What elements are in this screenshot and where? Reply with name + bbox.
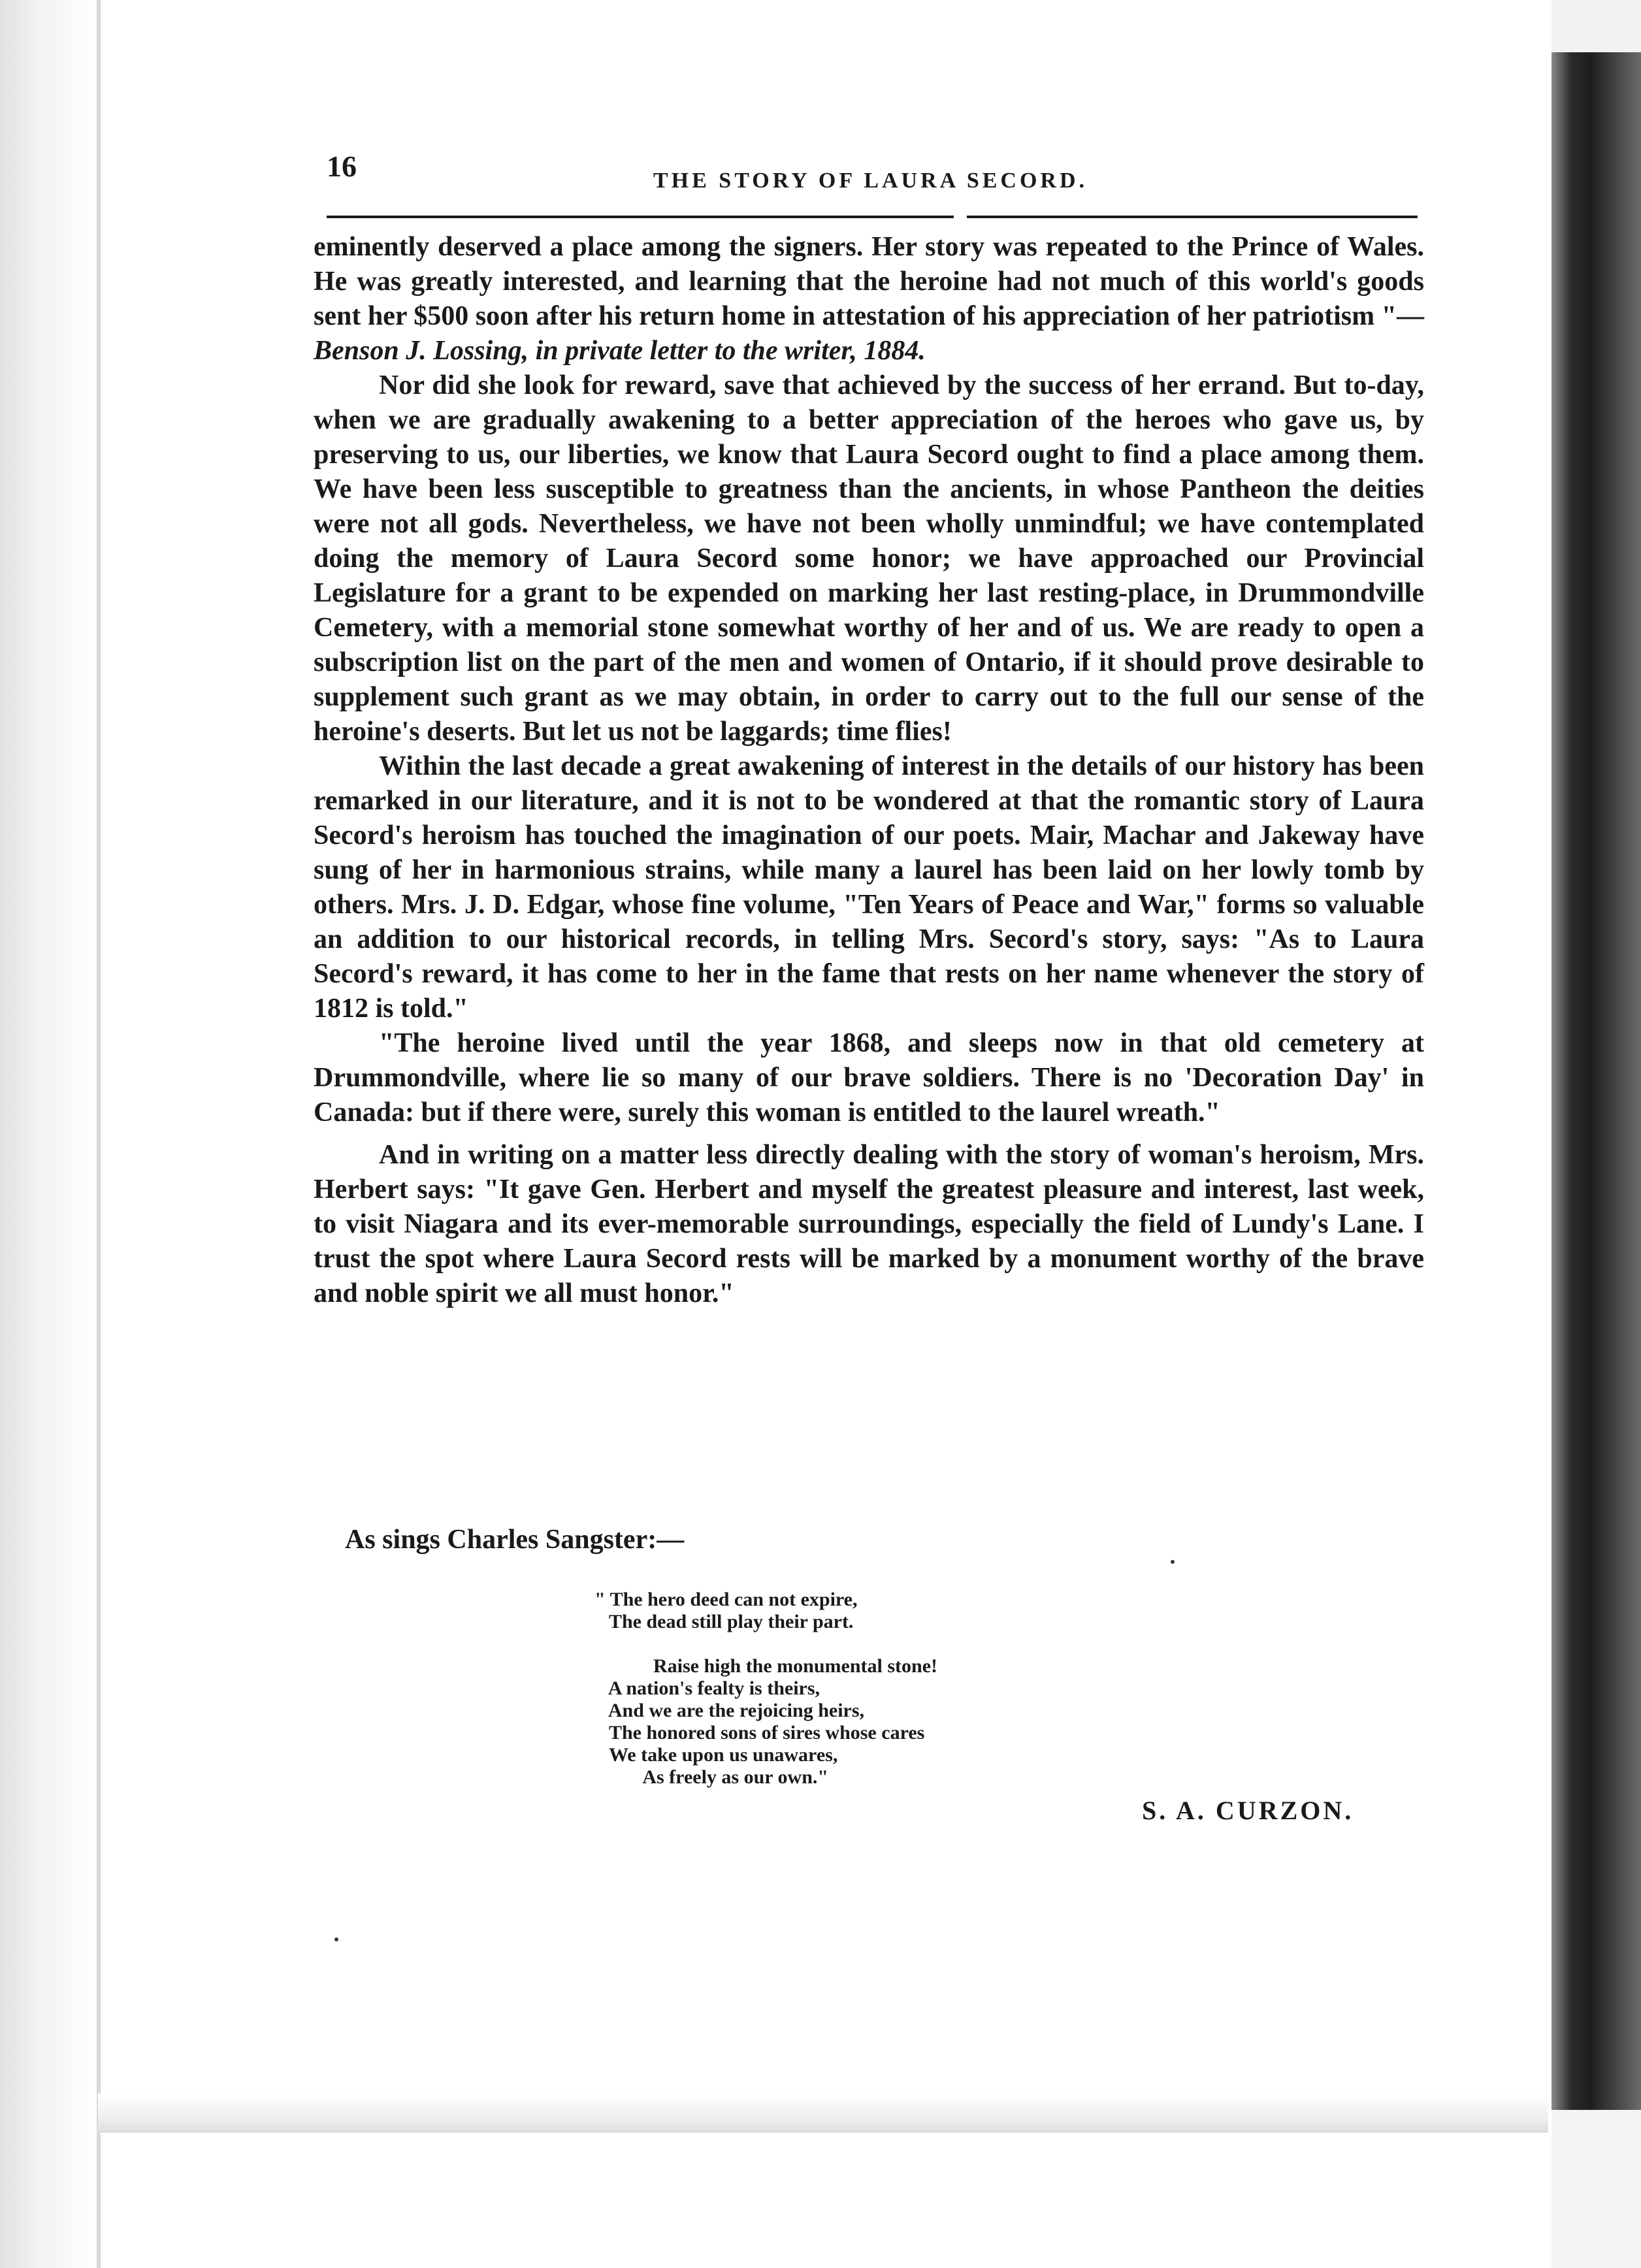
speck-mark [334,1937,338,1941]
header-rule-right [967,216,1418,218]
poem-line: A nation's fealty is theirs, [594,1677,820,1699]
paragraph-1-citation: Benson J. Lossing, in private letter to the writer, 1884. [314,336,926,366]
poem-line: Raise high the monumental stone! [594,1655,938,1677]
poem-line: We take upon us unawares, [594,1744,838,1766]
body-text [314,230,1424,1311]
paragraph-1 [314,230,1424,368]
page-bottom-shadow [98,2094,1548,2133]
paragraph-5: And in writing on a matter less directly dealing with the story of woman's heroism, Mrs. Herbert says: "It gave Gen. Herbert and myself the greatest pleasure and interest, last week, to visit Niagara and its ever-memorable surroundings, especially the field of Lundy's Lane. I trust the spot where Laura Secord rests will be marked by a monument worthy of the brave and noble spirit we all must honor." [314,1140,1424,1308]
page-number: 16 [327,150,357,183]
header-rule-left [327,216,954,218]
scan-right-edge [1552,0,1641,2268]
poem-line: The dead still play their part. [594,1611,854,1632]
poem-intro: As sings Charles Sangster:— [345,1525,685,1555]
paragraph-4: "The heroine lived until the year 1868, and sleeps now in that old cemetery at Drummondville, where lie so many of our brave soldiers. There is no 'Decoration Day' in Canada: but if there were, surely this woman is entitled to the laurel wreath." [314,1028,1424,1127]
speck-mark [1171,1560,1175,1564]
poem-stanza-gap [594,1633,937,1655]
paragraph-2: Nor did she look for reward, save that achieved by the success of her errand. But to-day, when we are gradually awakening to a better appreciation of the heroes who gave us, by preserving to us, our liberties, we know that Laura Secord ought to find a place among them. We have been less susceptible to greatness than the ancients, in whose Pantheon the deities were not all gods. Nevertheless, we have not been wholly unmindful; we have contemplated doing the memory of Laura Secord some honor; we have approached our Provincial Legislature for a grant to be expended on marking her last resting-place, in Drummondville Cemetery, with a memorial stone somewhat worthy of her and of us. We are ready to open a subscription list on the part of the men and women of Ontario, if it should prove desirable to supplement such grant as we may obtain, in order to carry out to the full our sense of the heroine's deserts. But let us not be laggards; time flies! [314,370,1424,747]
page-left-edge [97,0,101,2268]
poem-line: As freely as our own." [594,1766,829,1788]
scan-right-edge-top [1552,0,1641,52]
poem-line: The honored sons of sires whose cares [594,1722,925,1743]
running-head: THE STORY OF LAURA SECORD. [653,169,1088,193]
poem-line: And we are the rejoicing heirs, [594,1700,865,1721]
paragraph-3: Within the last decade a great awakening of interest in the details of our history has been remarked in our literature, and it is not to be wondered at that the romantic story of Laura Secord's heroism has touched the imagination of our poets. Mair, Machar and Jakeway have sung of her in harmonious strains, while many a laurel has been laid on her lowly tomb by others. Mrs. J. D. Edgar, whose fine volume, "Ten Years of Peace and War," forms so valuable an addition to our historical records, in telling Mrs. Secord's story, says: "As to Laura Secord's reward, it has come to her in the fame that rests on her name whenever the story of 1812 is told." [314,751,1424,1024]
paragraph-1-text: eminently deserved a place among the signers. Her story was repeated to the Prince of Wales. He was greatly interested, and learning that the heroine had not much of this world's goods sent her $500 soon after his return home in attestation of his appreciation of her patriotism "— [314,232,1424,331]
scan-right-edge-bottom [1552,2110,1641,2268]
poem-line: " The hero deed can not expire, [594,1589,858,1610]
author-signature: S. A. CURZON. [1142,1796,1354,1825]
page-left-shadow [0,0,98,2268]
poem-block [594,1589,937,1789]
